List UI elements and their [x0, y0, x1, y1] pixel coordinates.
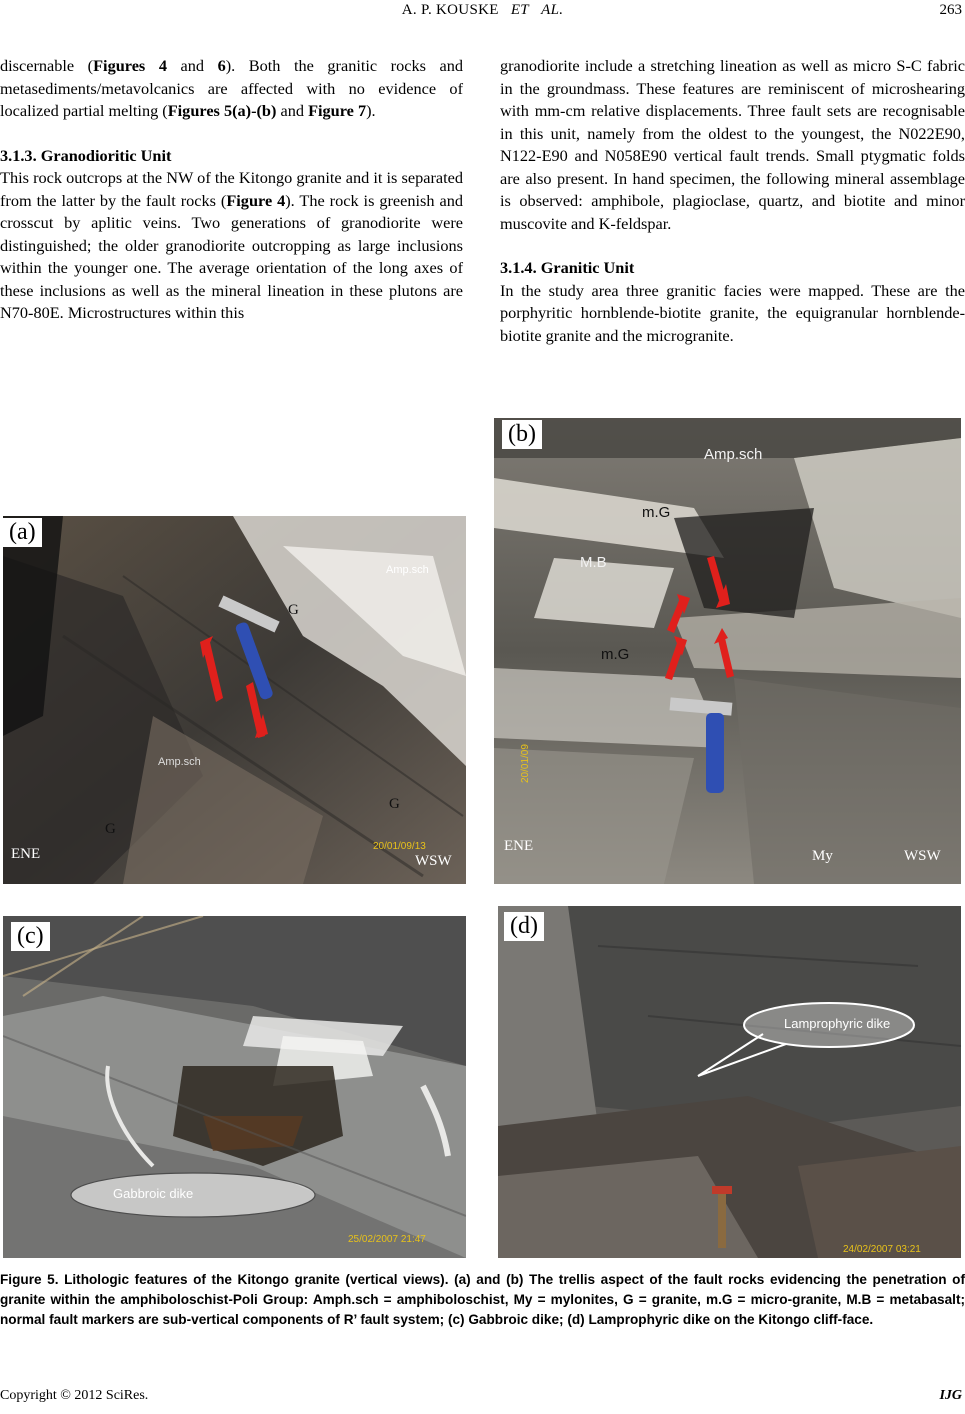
- paragraph: discernable (Figures 4 and 6). Both the granitic rocks and metasediments/metavolcanics are affected with no evidence of localized partial melting (Figures 5(a)-(b) and Figure 7).: [0, 56, 464, 120]
- annotation-label: Amp.sch: [704, 446, 763, 463]
- panel-label: (b): [502, 420, 542, 449]
- right-column: [500, 55, 965, 347]
- page-number: 263: [939, 2, 962, 18]
- left-column: [0, 55, 463, 325]
- photo-panel-c: [3, 916, 466, 1258]
- al-text: AL.: [541, 2, 564, 18]
- date-stamp: 25/02/2007 21:47: [348, 1234, 426, 1245]
- direction-label-ene: ENE: [11, 846, 41, 862]
- figure-ref[interactable]: Figure 7: [308, 101, 367, 120]
- paragraph: granodiorite include a stretching lineation as well as micro S-C fabric in the groundmass. These features are reminiscent of microshearing with mm-cm relative displacements. Three fault sets are recognisable in this unit, namely from the oldest to the youngest, the N022E90, N122-E90 and N058E90 vertical fault trends. Small ptygmatic folds are also present. In hand specimen, the following mineral assemblage is observed: amphibole, plagioclase, quartz, and biotite and minor muscovite and K-feldspar.: [500, 56, 965, 233]
- section-heading: 3.1.4. Granitic Unit: [500, 258, 635, 277]
- direction-label-ene: ENE: [504, 838, 534, 854]
- annotation-label: m.G: [601, 646, 630, 663]
- annotation-label: G: [105, 821, 116, 837]
- date-stamp: 20/01/09: [520, 744, 531, 783]
- running-title: [0, 2, 965, 19]
- page-footer: [0, 1388, 965, 1404]
- annotation-label: M.B: [580, 554, 607, 571]
- section-heading: 3.1.3. Granodioritic Unit: [0, 145, 172, 165]
- date-stamp: 20/01/09/13: [373, 841, 426, 852]
- figure-ref[interactable]: Figures 5(a)-(b): [167, 101, 277, 120]
- panel-label: (a): [3, 518, 42, 547]
- callout-gabbroic-dike: Gabbroic dike: [113, 1186, 194, 1201]
- annotation-label: G: [288, 602, 299, 618]
- figure-ref[interactable]: 6: [217, 56, 226, 75]
- journal-abbrev: IJG: [939, 1388, 962, 1403]
- paragraph: In the study area three granitic facies were mapped. These are the porphyritic hornblende-biotite granite, the equigranular hornblende-biotite granite and the microgranite.: [500, 280, 965, 345]
- annotation-label: m.G: [642, 504, 671, 521]
- page-header: [0, 2, 965, 24]
- panel-label: (d): [504, 912, 544, 941]
- et-text: ET: [510, 2, 529, 18]
- annotation-label: Amp.sch: [158, 756, 201, 768]
- date-stamp: 24/02/2007 03:21: [843, 1244, 921, 1255]
- paragraph: This rock outcrops at the NW of the Kitongo granite and it is separated from the latter by the fault rocks (Figure 4). The rock is greenish and crosscut by aplitic veins. Two generations of granodiorite were distinguished; the older granodiorite outcropping as large inclusions within the younger one. The average orientation of the long axes of these inclusions as well as the mineral lineation in these plutons are N70-80E. Microstructures within this: [0, 168, 463, 322]
- annotation-label: G: [389, 796, 400, 812]
- figure-ref[interactable]: Figure 4: [226, 190, 286, 210]
- photo-panel-a: [3, 516, 466, 884]
- author-name: A. P. KOUSKE: [401, 2, 499, 18]
- figure-ref[interactable]: Figures 4: [93, 56, 167, 75]
- direction-label-wsw: WSW: [904, 848, 941, 864]
- photo-panel-d: [498, 906, 961, 1258]
- annotation-label: My: [812, 848, 833, 864]
- photo-panel-b: [494, 418, 961, 884]
- direction-label-wsw: WSW: [415, 853, 452, 869]
- copyright-text: Copyright © 2012 SciRes.: [0, 1388, 149, 1403]
- callout-lamprophyric-dike: Lamprophyric dike: [784, 1016, 891, 1031]
- panel-label: (c): [11, 922, 50, 951]
- annotation-label: Amp.sch: [386, 564, 429, 576]
- figure-caption: Figure 5. Lithologic features of the Kitongo granite (vertical views). (a) and (b) The trellis aspect of the fault rocks evidencing the penetration of granite within the amphiboloschist-Poli Group: Amph.sch = amphiboloschist, My = mylonites, G = granite, m.G = micro-granite, M.B = metabasalt; normal fault markers are sub-vertical components of R’ fault system; (c) Gabbroic dike; (d) Lamprophyric dike on the Kitongo cliff-face.: [0, 1272, 965, 1327]
